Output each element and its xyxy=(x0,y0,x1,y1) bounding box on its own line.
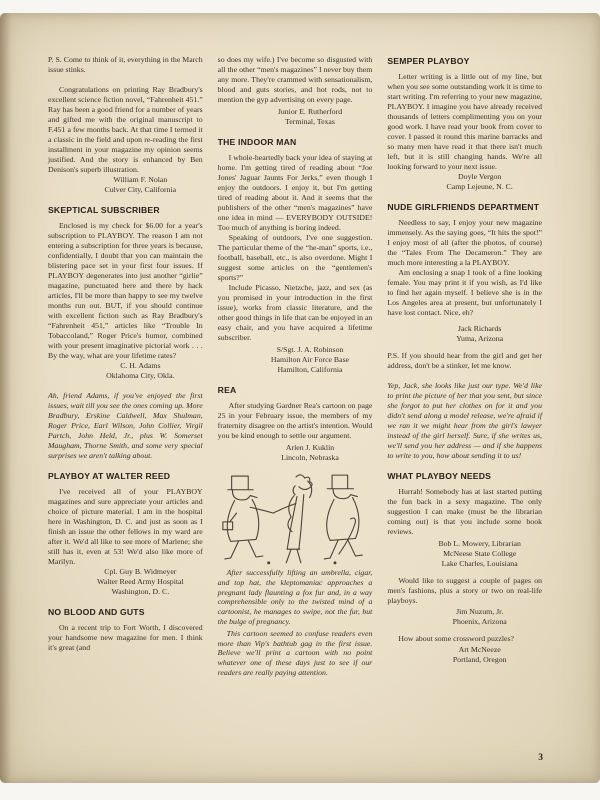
section-heading-what-playboy-needs: WHAT PLAYBOY NEEDS xyxy=(387,471,492,481)
column-2 xyxy=(218,55,373,678)
section-heading-walter-reed: PLAYBOY AT WALTER REED xyxy=(48,471,171,481)
signature-line: Yuma, Arizona xyxy=(456,334,504,343)
letter-indoor-man: Speaking of outdoors, I've one suggestion. The particular theme of the “he-man” sports, i.e., football, baseball, etc., is also overdone. Might I suggest some articles on the “gentlemen's sports?” xyxy=(217,233,373,282)
letter-signature xyxy=(218,107,373,127)
letter-bradbury: Congratulations on printing Ray Bradbury's excellent science fiction novel, “Fahrenheit 451.” Ray has been a good friend for a number of years and gifted me with the original manuscript to F.451 a few months back. At that time I termed it a classic in the field and upon re-reading the first installment in your magazine my opinion seems justified. And the story is enhanced by Ben Denison's superb illustration. xyxy=(48,85,203,174)
letter-signature xyxy=(387,607,542,627)
cartoon-caption-editor-note: This cartoon seemed to confuse readers even more than Vip's bathtub gag in the first issue. Believe we'll print a cartoon with no point whatever one of these days just to see if our readers are really paying attention. xyxy=(217,628,373,677)
signature-line: C. H. Adams xyxy=(120,361,161,370)
section-heading-no-blood-and-guts: NO BLOOD AND GUTS xyxy=(48,607,145,617)
signature-line: McNeese State College xyxy=(443,549,517,558)
editor-reply: Yep, Jack, she looks like just our type. We'd like to print the picture of her that you sent, but since she forgot to put her clothes on for it and you didn't send along a model release, we're afraid if we ran it we might hear from the girl's lawyer instead of the girl herself. Sure, if she writes us, we'll send you her address — and if she happens to write to you, how about sending it to us! xyxy=(387,381,543,460)
signature-line: Hamilton Air Force Base xyxy=(270,355,350,364)
letter-signature xyxy=(387,172,542,192)
section-heading-skeptical-subscriber: SKEPTICAL SUBSCRIBER xyxy=(48,205,160,215)
column-3 xyxy=(387,55,542,678)
signature-line: Hamilton, California xyxy=(277,365,343,374)
signature-line: Lake Charles, Louisiana xyxy=(441,559,518,568)
letter-signature xyxy=(48,361,203,381)
signature-line: Doyle Vergon xyxy=(458,172,502,181)
signature-line: Culver City, California xyxy=(104,185,177,194)
section-heading-rea: REA xyxy=(217,385,237,395)
signature-line: Junior E. Rutherford xyxy=(277,107,343,116)
letter-indoor-man: Include Picasso, Nietzche, jazz, and sex (as you promised in your introduction in the first issue), works from classic literature, and the other good things in life that can be enjoyed in an easy chair, and you have acquired a lifetime subscriber. xyxy=(217,283,373,342)
letter-nude-girlfriends: Am enclosing a snap I took of a fine looking female. You may print it if you wish, as I'd like to find her again myself. I believe she is in the Los Angeles area at present, but unfortunately I have lost contact. Nice, eh? xyxy=(387,268,543,317)
letter-fort-worth-continued: so does my wife.) I've become so disgusted with all the other “men's magazines” I never buy them any more. They're crammed with sensationalism, blood and guts stories, and hot rods, not to mention the gyp advertising on every page. xyxy=(217,55,373,104)
letter-fashions: Would like to suggest a couple of pages on men's fashions, plus a story or two on real-life playboys. xyxy=(387,576,543,605)
letter-nude-girlfriends: Needless to say, I enjoy your new magazine immensely. As the saying goes, “It hits the spot!” I enjoy most of all (after the photos, of course) the “Tales From The Decameron.” They are much more interesting a la PLAYBOY. xyxy=(387,218,543,267)
magazine-page xyxy=(0,13,600,783)
letter-book-reviews: Hurrah! Somebody has at last started putting the fun back in a sexy magazine. The only suggestion I can make (must be the librarian coming out) is that you include some book reviews. xyxy=(387,487,543,536)
signature-line: S/Sgt. J. A. Robinson xyxy=(276,345,344,354)
letter-fort-worth: On a recent trip to Fort Worth, I discovered your handsome new magazine for men. I think it's great (and xyxy=(48,623,203,652)
letter-walter-reed: I've received all of your PLAYBOY magazines and sure appreciate your articles and choice of picture material. I am in the hospital here in Washington, D. C. and just as soon as I finish an issue the other fellows in my ward are after it. We'd all like to see more of Marlene; she still has it, even at 53! We'd also like more of Marilyn. xyxy=(48,487,203,566)
signature-line: Lincoln, Nebraska xyxy=(281,453,339,462)
signature-line: Terminal, Texas xyxy=(285,117,335,126)
letter-crosswords: How about some crossword puzzles? xyxy=(398,634,514,643)
signature-line: Camp Lejeune, N. C. xyxy=(446,182,513,191)
letter-signature xyxy=(48,175,203,195)
letter-rea: After studying Gardner Rea's cartoon on page 25 in your February issue, the members of my fraternity disagree on the artist's intention. Would you be kind enough to settle our argument. xyxy=(217,401,373,440)
letter-indoor-man: I whole-heartedly back your idea of staying at home. I'm getting tired of reading about “Joe Jones' Jaguar Jaunts For Jerks,” even though I enjoy the outdoors. I enjoy it, but I'm getting tired of reading about it. And it seems that the publishers of the other “men's magazines” have one idea in mind — EVERYBODY OUTSIDE! Too much of anything is boring indeed. xyxy=(217,153,373,232)
letter-signature xyxy=(48,567,203,597)
letter-ps-note: P. S. Come to think of it, everything in the March issue stinks. xyxy=(48,55,203,74)
letter-semper: Letter writing is a little out of my line, but when you see some outstanding work it is time to start writing. I'm referring to your new magazine, PLAYBOY. I imagine you have already received thousands of letters complimenting you on your good work. I have read your book from cover to cover. I passed it round this marine barracks and so many men have read it that there isn't much left, but it is still changing hands. We're all looking forward to your next issue. xyxy=(387,72,543,171)
signature-line: Walter Reed Army Hospital xyxy=(97,577,184,586)
letter-signature xyxy=(218,345,373,375)
signature-line: William F. Nolan xyxy=(113,175,168,184)
letter-signature xyxy=(387,539,542,569)
section-heading-semper-playboy: SEMPER PLAYBOY xyxy=(387,56,470,66)
signature-line: Washington, D. C. xyxy=(111,587,170,596)
letter-skeptical: Enclosed is my check for $6.00 for a year's subscription to PLAYBOY. The reason I am not entering a subscription for three years is because, confidentially, I doubt that you can maintain the blistering pace set in your first four issues. If PLAYBOY degenerates into just another “girlie” magazine, punctuated here and there by hack articles, I'll be more than happy to see my twelve months run out. BUT, if you should continue with excellent fiction such as Ray Bradbury's “Fahrenheit 451,” articles like “Trouble In Tobaccoland,” Roger Price's humor, combined with your present imaginative pictorial work . . . By the way, what are your lifetime rates? xyxy=(48,221,203,360)
editor-reply: Ah, friend Adams, if you've enjoyed the first issues, wait till you see the ones coming up. More Bradbury, Erskine Caldwell, Max Shulman, Roger Price, Earl Wilson, John Collier, Virgil Partch, John Held, Jr., plus W. Somerset Maugham, Thorne Smith, and some very special surprises we aren't talking about. xyxy=(48,391,203,460)
column-1 xyxy=(48,55,203,678)
page-number: 3 xyxy=(538,753,543,763)
signature-line: Jim Nuzum, Jr. xyxy=(456,607,504,616)
signature-line: Phoenix, Arizona xyxy=(452,617,507,626)
signature-line: Jack Richards xyxy=(457,324,502,333)
letters-columns xyxy=(48,55,542,678)
signature-line: Bob L. Mowery, Librarian xyxy=(438,539,521,548)
signature-line: Oklahoma City, Okla. xyxy=(106,371,175,380)
section-heading-indoor-man: THE INDOOR MAN xyxy=(217,137,297,147)
section-heading-nude-girlfriends: NUDE GIRLFRIENDS DEPARTMENT xyxy=(387,202,540,212)
letter-signature xyxy=(218,443,373,463)
rea-cartoon-illustration xyxy=(218,470,374,566)
letter-signature xyxy=(387,645,542,665)
signature-line: Portland, Oregon xyxy=(452,655,507,664)
letter-signature xyxy=(387,324,542,344)
signature-line: Art McNeeze xyxy=(458,645,501,654)
signature-line: Cpl. Guy B. Widmeyer xyxy=(104,567,177,576)
signature-line: Arlen J. Kuklin xyxy=(285,443,335,452)
letter-ps: P.S. If you should hear from the girl and get her address, don't be a stinker, let me know. xyxy=(387,351,543,370)
cartoon-caption: After successfully lifting an umbrella, cigar, and top hat, the kleptomaniac approaches a pregnant lady flaunting a fox fur and, in a way comprehensible only to the twisted mind of a cartoonist, he manages to swipe, not the fur, but the bulge of pregnancy. xyxy=(217,568,373,626)
